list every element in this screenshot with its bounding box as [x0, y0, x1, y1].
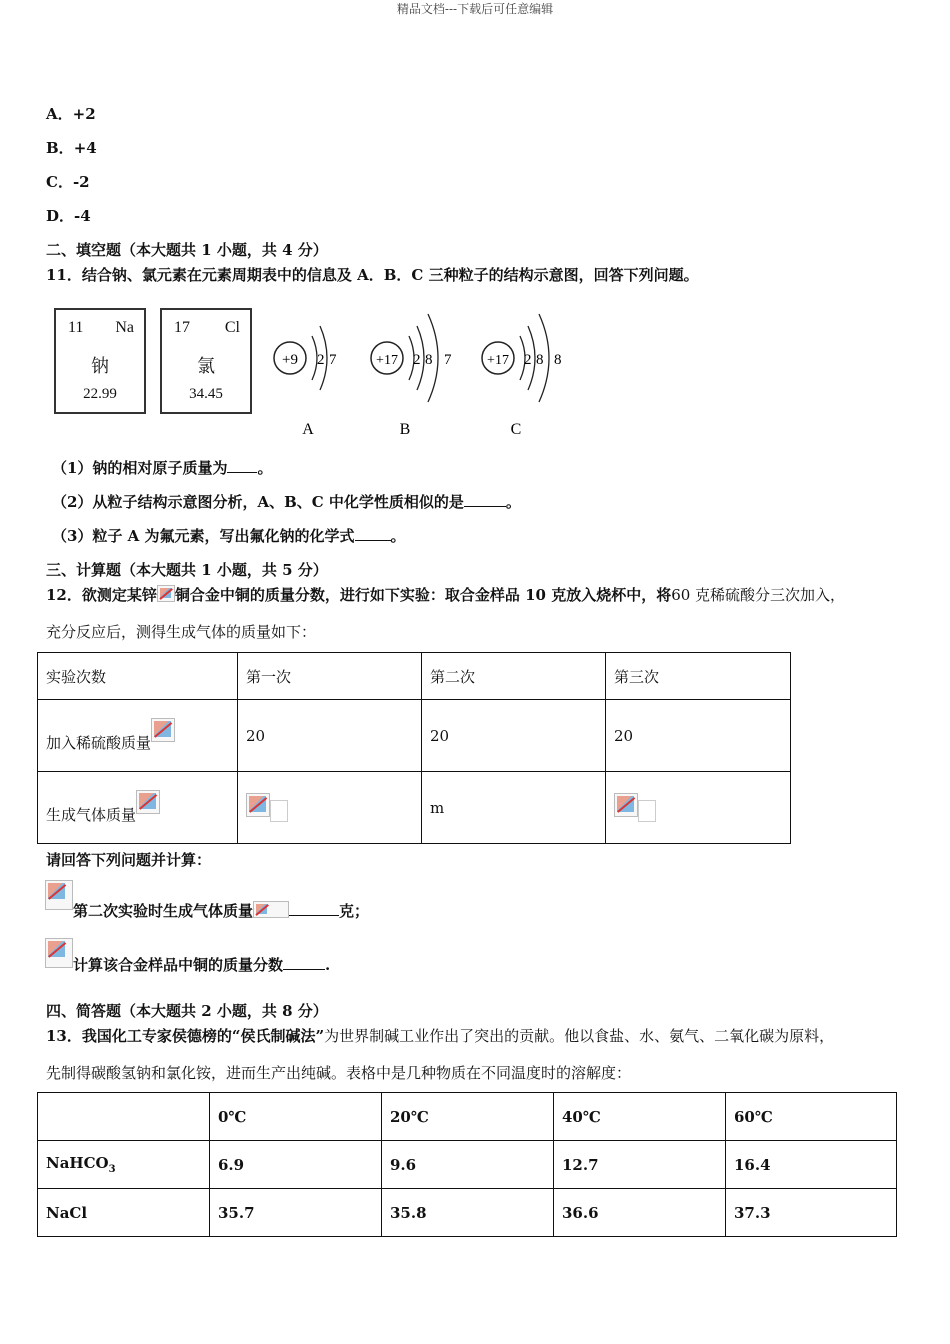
broken-image-icon [45, 880, 73, 910]
answer-blank[interactable] [283, 955, 325, 970]
broken-image-icon [45, 938, 73, 968]
question-11-stem: 11．结合钠、氯元素在元素周期表中的信息及 A．B．C 三种粒子的结构示意图，回答下列问题。 [46, 266, 699, 284]
question-12-stem-line2: 充分反应后，测得生成气体的质量如下： [46, 623, 317, 641]
element-card-sodium [54, 308, 146, 414]
svg-text:2: 2 [524, 352, 532, 368]
q12-part2: 计算该合金样品中铜的质量分数 . [45, 938, 330, 975]
option-c: C．-2 [46, 173, 90, 191]
atomic-number: 11 [68, 319, 84, 336]
table-cell: 36.6 [554, 1189, 726, 1237]
option-a: A．+2 [46, 105, 96, 123]
atomic-mass: 22.99 [83, 386, 117, 402]
table-header-cell: 第三次 [606, 653, 791, 700]
page-header: 精品文档---下载后可任意编辑 [396, 2, 554, 16]
table-header-row [38, 1093, 897, 1141]
broken-image-icon [614, 793, 638, 817]
broken-image-icon [136, 790, 160, 814]
broken-image-icon [157, 585, 175, 602]
question-13-stem-line2: 先制得碳酸氢钠和氯化铵，进而生产出纯碱。表格中是几种物质在不同温度时的溶解度： [46, 1064, 632, 1082]
table-header-cell: 第二次 [422, 653, 606, 700]
table-cell: 9.6 [382, 1141, 554, 1189]
answer-blank[interactable] [464, 492, 506, 507]
broken-image-icon [151, 718, 175, 742]
table-row [38, 772, 791, 844]
table-cell: 35.8 [382, 1189, 554, 1237]
table-cell [606, 772, 791, 844]
table-row [38, 700, 791, 772]
q12-prompt: 请回答下列问题并计算： [46, 851, 212, 869]
svg-text:2: 2 [317, 352, 325, 368]
q11-sub1: （1）钠的相对原子质量为 。 [52, 459, 273, 477]
q11-sub2: （2）从粒子结构示意图分析，A、B、C 中化学性质相似的是 。 [52, 493, 521, 511]
atomic-mass: 34.45 [189, 386, 223, 402]
table-cell: 20 [422, 700, 606, 772]
table-cell: 6.9 [210, 1141, 382, 1189]
svg-text:7: 7 [444, 352, 452, 368]
svg-text:C: C [510, 421, 522, 438]
element-symbol: Cl [224, 319, 240, 336]
answer-blank[interactable] [355, 526, 391, 541]
experiment-table [37, 652, 791, 844]
section-3-title: 三、计算题（本大题共 1 小题，共 5 分） [46, 561, 328, 579]
particle-b [371, 314, 452, 438]
table-cell: 12.7 [554, 1141, 726, 1189]
solubility-table [37, 1092, 897, 1237]
q11-sub3: （3）粒子 A 为氟元素，写出氟化钠的化学式 。 [52, 527, 406, 545]
particle-a [274, 326, 337, 438]
table-cell: m [422, 772, 606, 844]
section-2-title: 二、填空题（本大题共 1 小题，共 4 分） [46, 241, 328, 259]
table-cell [238, 772, 422, 844]
option-d: D．-4 [46, 207, 91, 225]
section-4-title: 四、简答题（本大题共 2 小题，共 8 分） [46, 1002, 328, 1020]
table-cell: 20 [238, 700, 422, 772]
table-header-row [38, 653, 791, 700]
answer-blank[interactable] [227, 458, 257, 473]
broken-image-icon [253, 901, 289, 918]
question-13-stem: 13．我国化工专家侯德榜的“侯氏制碱法”为世界制碱工业作出了突出的贡献。他以食盐、水、氨气、二氧化碳为原料， [46, 1027, 835, 1045]
svg-text:7: 7 [329, 352, 337, 368]
table-header-cell: 60℃ [726, 1093, 897, 1141]
table-cell: 20 [606, 700, 791, 772]
element-symbol: Na [115, 319, 134, 336]
svg-text:2: 2 [413, 352, 421, 368]
table-header-cell: 40℃ [554, 1093, 726, 1141]
table-header-cell: 实验次数 [38, 653, 238, 700]
table-row-label: NaHCO$_3$ [38, 1141, 210, 1189]
table-row-label: NaCl [38, 1189, 210, 1237]
table-header-cell: 第一次 [238, 653, 422, 700]
svg-text:8: 8 [425, 352, 433, 368]
broken-image-icon [246, 793, 270, 817]
image-placeholder [638, 800, 656, 822]
element-name: 钠 [91, 356, 109, 376]
table-header-cell [38, 1093, 210, 1141]
table-header-cell: 0℃ [210, 1093, 382, 1141]
table-cell: 35.7 [210, 1189, 382, 1237]
table-cell: 37.3 [726, 1189, 897, 1237]
svg-text:8: 8 [536, 352, 544, 368]
element-name: 氯 [197, 356, 215, 376]
option-b: B．+4 [46, 139, 97, 157]
answer-blank[interactable] [289, 901, 339, 916]
svg-text:+9: +9 [282, 352, 298, 368]
image-placeholder [270, 800, 288, 822]
atomic-number: 17 [174, 319, 190, 336]
question-12-stem: 12．欲测定某锌 铜合金中铜的质量分数，进行如下实验：取合金样品 10 克放入烧杯中，将60 克稀硫酸分三次加入， [46, 586, 846, 604]
table-row [38, 1141, 897, 1189]
svg-text:8: 8 [554, 352, 562, 368]
table-row [38, 1189, 897, 1237]
svg-text:+17: +17 [376, 353, 398, 368]
table-header-cell: 20℃ [382, 1093, 554, 1141]
particle-diagrams [260, 300, 590, 445]
table-row-label: 加入稀硫酸质量 [38, 700, 238, 772]
svg-text:+17: +17 [487, 353, 509, 368]
q12-part1: 第二次实验时生成气体质量 克； [45, 880, 369, 921]
table-row-label: 生成气体质量 [38, 772, 238, 844]
element-card-chlorine [160, 308, 252, 414]
particle-c [482, 314, 562, 438]
table-cell: 16.4 [726, 1141, 897, 1189]
svg-text:B: B [399, 421, 411, 438]
svg-text:A: A [302, 421, 314, 438]
